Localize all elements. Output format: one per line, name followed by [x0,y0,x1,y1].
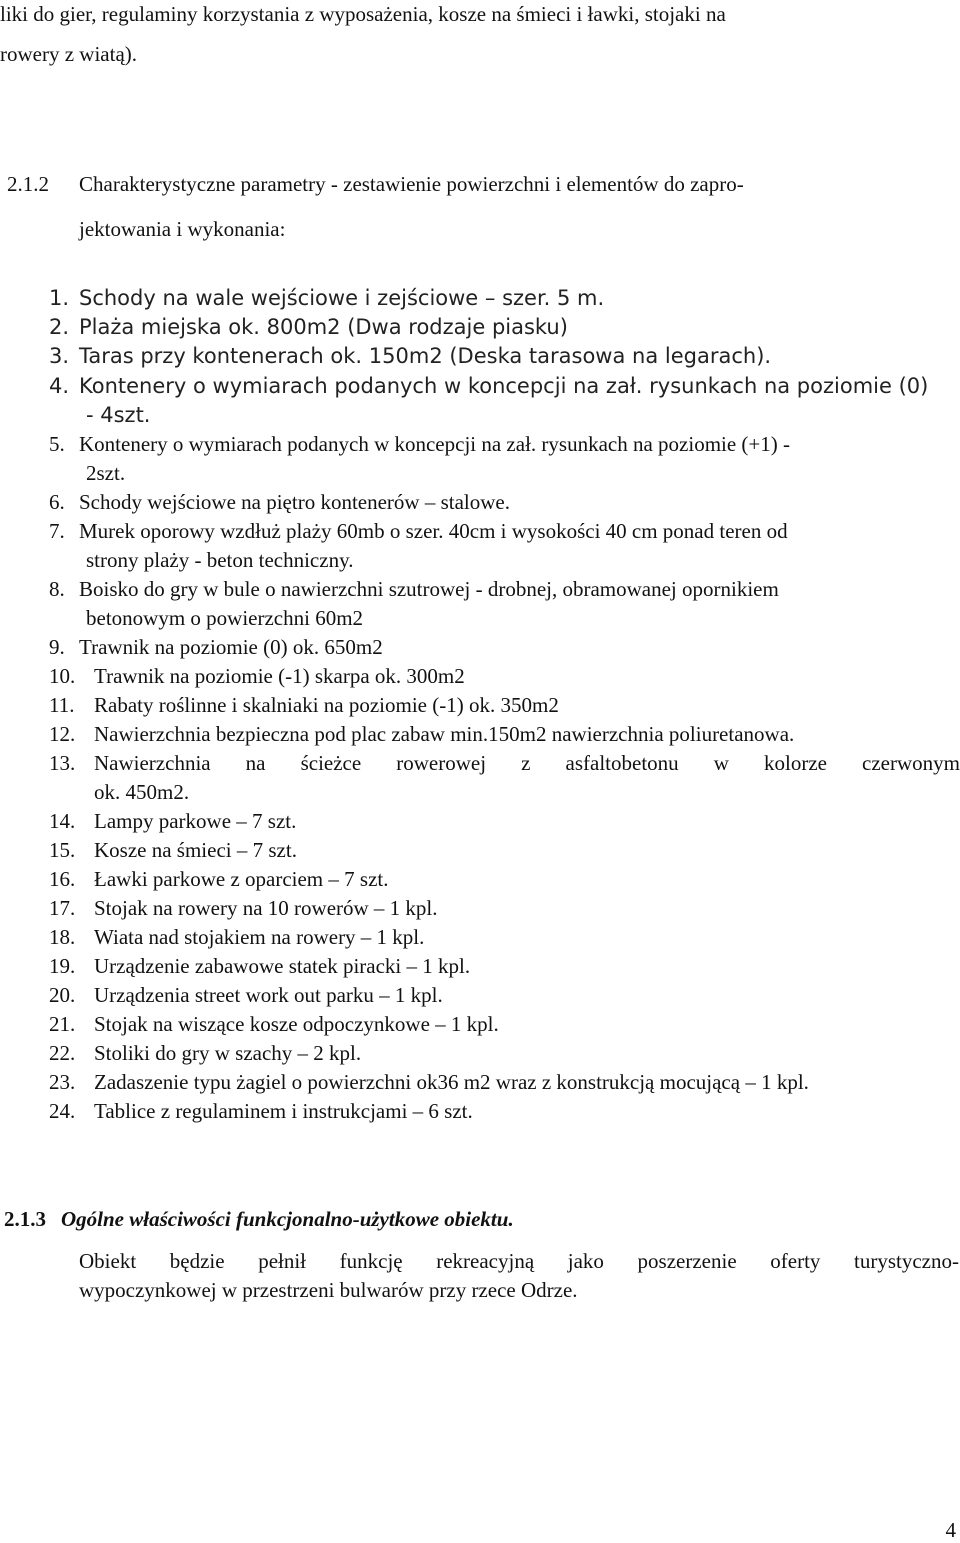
list-item-number: 7. [49,519,65,543]
list-item-number: 12. [49,722,76,746]
section-number: 2.1.3 [4,1207,46,1231]
list-item-text: Stoliki do gry w szachy – 2 kpl. [94,1041,362,1065]
list-item-text: Stojak na wiszące kosze odpoczynkowe – 1 kpl. [94,1012,499,1036]
page-number: 4 [945,1518,956,1542]
list-item-text: Zadaszenie typu żagiel o powierzchni ok36 m2 wraz z konstrukcją mocującą – 1 kpl. [94,1070,809,1094]
list-item-text: Rabaty roślinne i skalniaki na poziomie (-1) ok. 350m2 [94,693,559,717]
list-item-number: 11. [49,693,75,717]
section-title: Ogólne właściwości funkcjonalno-użytkowe obiektu. [61,1207,514,1231]
list-item-text: betonowym o powierzchni 60m2 [86,606,364,630]
section-number: 2.1.2 [7,172,49,196]
list-item-number: 8. [49,577,65,601]
list-item-text: Lampy parkowe – 7 szt. [94,809,297,833]
list-item-number: 15. [49,838,76,862]
object-description-line-1 [79,1247,959,1276]
list-item-text: Nawierzchnia na ścieżce rowerowej z asfaltobetonu w kolorze czerwonym [94,751,960,775]
list-item-number: 13. [49,751,76,775]
list-item-text: Ławki parkowe z oparciem – 7 szt. [94,867,389,891]
list-item-number: 16. [49,867,76,891]
list-item-text: Kosze na śmieci – 7 szt. [94,838,297,862]
list-item-text: Trawnik na poziomie (-1) skarpa ok. 300m2 [94,664,465,688]
list-item-text: Schody na wale wejściowe i zejściowe – szer. 5 m. [79,286,605,310]
intro-line-2: rowery z wiatą). [0,42,138,66]
list-item-number: 22. [49,1041,76,1065]
list-item-number: 6. [49,490,65,514]
list-item-text: 2szt. [86,461,126,485]
object-description-text-2: wypoczynkowej w przestrzeni bulwarów przy rzece Odrze. [79,1278,578,1302]
list-item-number: 19. [49,954,76,978]
list-item-text: Taras przy kontenerach ok. 150m2 (Deska tarasowa na legarach). [79,344,772,368]
list-item-number: 24. [49,1099,76,1123]
list-item-text: Nawierzchnia bezpieczna pod plac zabaw min.150m2 nawierzchnia poliuretanowa. [94,722,795,746]
list-item-text: Murek oporowy wzdłuż plaży 60mb o szer. 40cm i wysokości 40 cm ponad teren od [79,519,788,543]
list-item-text: strony plaży - beton techniczny. [86,548,354,572]
list-item-number: 23. [49,1070,76,1094]
list-item-number: 9. [49,635,65,659]
list-item-text: - 4szt. [86,403,151,427]
intro-line-1: liki do gier, regulaminy korzystania z wyposażenia, kosze na śmieci i ławki, stojaki na [0,2,726,26]
object-description-text-1: Obiekt będzie pełnił funkcję rekreacyjną jako poszerzenie oferty turystyczno- [79,1249,959,1273]
section-title-line-2: jektowania i wykonania: [79,217,286,241]
list-item-text: Stojak na rowery na 10 rowerów – 1 kpl. [94,896,438,920]
list-item-text: ok. 450m2. [94,780,190,804]
list-item-text: Urządzenie zabawowe statek piracki – 1 kpl. [94,954,471,978]
list-item-number: 20. [49,983,76,1007]
list-item-text: Wiata nad stojakiem na rowery – 1 kpl. [94,925,425,949]
list-item-number: 18. [49,925,76,949]
list-item-text: Kontenery o wymiarach podanych w koncepcji na zał. rysunkach na poziomie (+1) - [79,432,791,456]
list-item-number: 4. [49,374,70,398]
list-item-number: 1. [49,286,70,310]
list-item-text: Trawnik na poziomie (0) ok. 650m2 [79,635,383,659]
list-item-number: 5. [49,432,65,456]
list-item-text: Schody wejściowe na piętro kontenerów – stalowe. [79,490,510,514]
list-item-number: 17. [49,896,76,920]
list-item-text: Boisko do gry w bule o nawierzchni szutrowej - drobnej, obramowanej opornikiem [79,577,779,601]
list-item-number: 3. [49,344,70,368]
list-item-number: 21. [49,1012,76,1036]
list-item-text: Kontenery o wymiarach podanych w koncepcji na zał. rysunkach na poziomie (0) [79,374,929,398]
list-item-number: 2. [49,315,70,339]
list-item-number: 10. [49,664,76,688]
list-item-text: Tablice z regulaminem i instrukcjami – 6 szt. [94,1099,473,1123]
section-title-line-1: Charakterystyczne parametry - zestawienie powierzchni i elementów do zapro- [79,172,744,196]
list-item-text: Urządzenia street work out parku – 1 kpl. [94,983,443,1007]
list-item-text: Plaża miejska ok. 800m2 (Dwa rodzaje piasku) [79,315,568,339]
list-item-number: 14. [49,809,76,833]
object-description-line-2 [79,1276,959,1305]
